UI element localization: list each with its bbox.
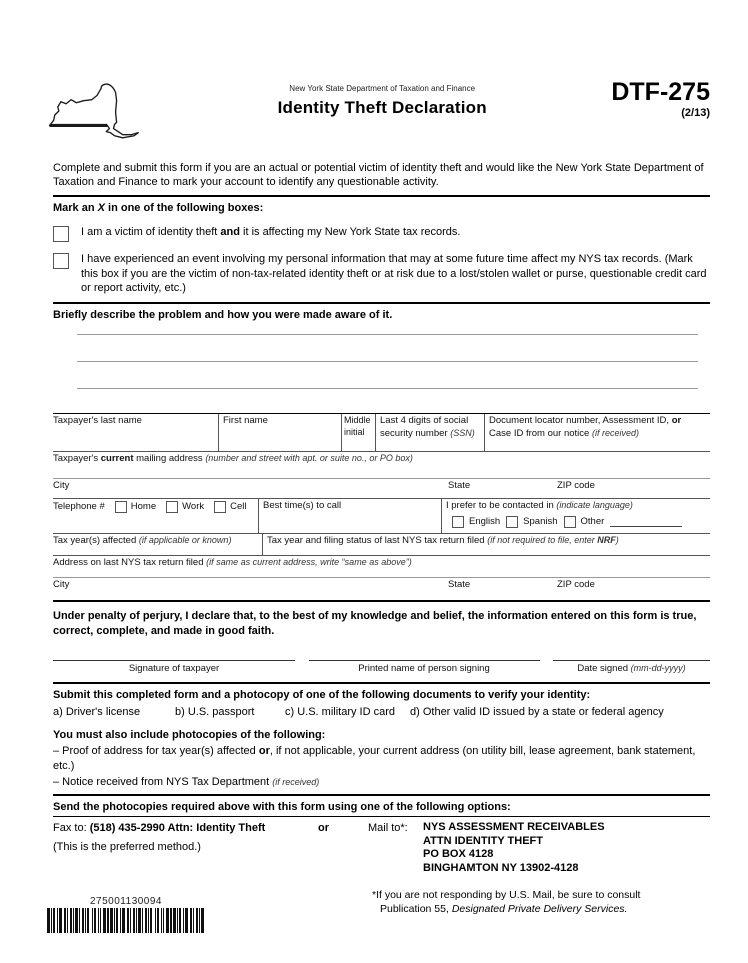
agency-name: New York State Department of Taxation and Finance xyxy=(289,84,476,93)
event-option-label: I have experienced an event involving my personal information that may at some future time affect my NYS tax records. (Mark this box if you are the victim of non-tax-related identity theft or at risk due to a lost/stolen wallet or purse, questionable credit card or report activity, etc.) xyxy=(81,253,707,295)
zip-field-2[interactable]: ZIP code xyxy=(557,579,595,591)
header-titles xyxy=(153,78,611,119)
form-intro: Complete and submit this form if you are an actual or potential victim of identity theft and would like the New York State Department of Taxation and Finance to mark your account to identify any questionable activity. xyxy=(53,161,704,189)
victim-checkbox[interactable] xyxy=(53,226,69,242)
last-return-address-field[interactable]: Address on last NYS tax return filed (if same as current address, write “same as above”) xyxy=(53,556,710,578)
form-title: Identity Theft Declaration xyxy=(277,97,487,117)
tax-years-affected-field[interactable]: Tax year(s) affected (if applicable or known) xyxy=(53,535,232,547)
middle-initial-field[interactable]: Middle initial xyxy=(341,414,375,451)
printed-name-label: Printed name of person signing xyxy=(358,663,490,675)
fax-preferred-note: (This is the preferred method.) xyxy=(53,840,201,853)
victim-option-label: I am a victim of identity theft and it is affecting my New York State tax records. xyxy=(81,226,461,239)
description-line-2[interactable] xyxy=(77,335,698,362)
telephone-row xyxy=(53,499,710,534)
last-name-field[interactable]: Taxpayer's last name xyxy=(53,415,142,427)
best-time-field[interactable]: Best time(s) to call xyxy=(258,499,441,533)
english-checkbox[interactable] xyxy=(452,516,464,528)
description-line-3[interactable] xyxy=(77,362,698,389)
contact-language-label: I prefer to be contacted in (indicate language) xyxy=(446,500,633,512)
section-divider xyxy=(53,682,710,684)
mailing-address-field[interactable]: Taxpayer's current mailing address (number and street with apt. or suite no., or PO box) xyxy=(53,452,710,479)
contact-language-field xyxy=(441,499,710,533)
barcode-block xyxy=(47,895,205,938)
state-field-2[interactable]: State xyxy=(448,579,471,591)
document-locator-field[interactable]: Document locator number, Assessment ID, or Case ID from our notice (if received) xyxy=(484,414,710,451)
id-option-b: b) U.S. passport xyxy=(175,706,255,719)
telephone-field[interactable]: Telephone # Home Work Cell xyxy=(53,501,247,513)
mail-footnote xyxy=(372,889,710,917)
other-label: Other xyxy=(580,515,605,527)
english-label: English xyxy=(469,515,501,527)
event-checkbox[interactable] xyxy=(53,253,69,269)
footnote-line-2: Publication 55, Designated Private Delivery Services. xyxy=(380,902,628,915)
tax-year-row xyxy=(53,534,710,556)
home-label: Home xyxy=(130,501,157,513)
date-signed-label: Date signed (mm-dd-yyyy) xyxy=(577,663,686,675)
form-revision: (2/13) xyxy=(681,107,710,119)
send-heading: Send the photocopies required above with this form using one of the following options: xyxy=(53,800,511,813)
footer-row xyxy=(53,889,710,938)
id-option-c: c) U.S. military ID card xyxy=(285,706,396,719)
home-checkbox[interactable] xyxy=(115,501,127,513)
spanish-checkbox[interactable] xyxy=(506,516,518,528)
printed-name-block xyxy=(309,660,540,676)
footnote-line-1: *If you are not responding by U.S. Mail, be sure to consult xyxy=(372,888,641,901)
id-option-d: d) Other valid ID issued by a state or federal agency xyxy=(410,706,664,719)
proof-of-address-item: – Proof of address for tax year(s) affected or, if not applicable, your current address (on utility bill, lease agreement, bank statement, etc.) xyxy=(53,745,696,772)
fax-option xyxy=(53,821,318,854)
signature-label: Signature of taxpayer xyxy=(128,663,220,675)
other-checkbox[interactable] xyxy=(564,516,576,528)
ssn-last4-field[interactable]: Last 4 digits of social security number (SSN) xyxy=(375,414,484,451)
spanish-label: Spanish xyxy=(523,515,558,527)
form-number: DTF-275 xyxy=(611,78,710,106)
mail-address-line: NYS ASSESSMENT RECEIVABLES xyxy=(423,821,605,834)
mail-to-label: Mail to*: xyxy=(368,822,408,835)
option-victim-row xyxy=(53,225,710,242)
mail-address-line: BINGHAMTON NY 13902-4128 xyxy=(423,861,579,874)
notice-received-item: – Notice received from NYS Tax Department (if received) xyxy=(53,776,320,789)
submit-heading: Submit this completed form and a photocopy of one of the following documents to verify your identity: xyxy=(53,688,591,701)
id-document-options xyxy=(53,705,710,720)
signature-block xyxy=(53,660,295,676)
also-include-heading: You must also include photocopies of the following: xyxy=(53,728,326,741)
city-state-zip-row xyxy=(53,479,710,499)
ny-state-outline-icon xyxy=(45,78,153,149)
send-divider xyxy=(53,816,710,817)
city-field-2[interactable]: City xyxy=(53,579,70,591)
taxpayer-info-table xyxy=(53,413,710,600)
mail-address-line: ATTN IDENTITY THEFT xyxy=(423,834,543,847)
section-divider xyxy=(53,302,710,304)
send-options-row xyxy=(53,821,710,875)
work-checkbox[interactable] xyxy=(166,501,178,513)
id-option-a: a) Driver's license xyxy=(53,706,141,719)
zip-field[interactable]: ZIP code xyxy=(557,480,595,492)
description-line-1[interactable] xyxy=(77,322,698,335)
form-header xyxy=(53,78,710,149)
name-row xyxy=(53,414,710,452)
language-options xyxy=(446,516,706,529)
section-divider xyxy=(53,195,710,197)
section-divider xyxy=(53,794,710,796)
mark-section-heading: Mark an X in one of the following boxes: xyxy=(53,201,264,214)
form-number-block xyxy=(611,78,710,121)
perjury-declaration: Under penalty of perjury, I declare that, to the best of my knowledge and belief, the information entered on this form is true, correct, complete, and made in good faith. xyxy=(53,610,697,637)
state-field[interactable]: State xyxy=(448,480,471,492)
work-label: Work xyxy=(182,501,205,513)
date-signed-block xyxy=(553,660,710,676)
or-label: or xyxy=(318,822,329,835)
fax-number-line: Fax to: (518) 435-2990 Attn: Identity Theft xyxy=(53,822,266,835)
mail-address-line: PO BOX 4128 xyxy=(423,848,494,861)
describe-heading: Briefly describe the problem and how you were made aware of it. xyxy=(53,308,393,321)
barcode-icon xyxy=(47,908,205,933)
cell-checkbox[interactable] xyxy=(214,501,226,513)
filing-status-field[interactable]: Tax year and filing status of last NYS tax return filed (if not required to file, enter NRF) xyxy=(262,534,710,555)
section-divider xyxy=(53,600,710,602)
option-event-row xyxy=(53,252,710,296)
other-language-input[interactable] xyxy=(610,517,682,527)
city-field[interactable]: City xyxy=(53,480,70,492)
signature-row xyxy=(53,660,710,676)
first-name-field[interactable]: First name xyxy=(218,414,341,451)
cell-label: Cell xyxy=(230,501,247,513)
mail-address-block xyxy=(423,821,605,875)
barcode-number: 275001130094 xyxy=(90,895,162,907)
city-state-zip-row-2 xyxy=(53,578,710,600)
